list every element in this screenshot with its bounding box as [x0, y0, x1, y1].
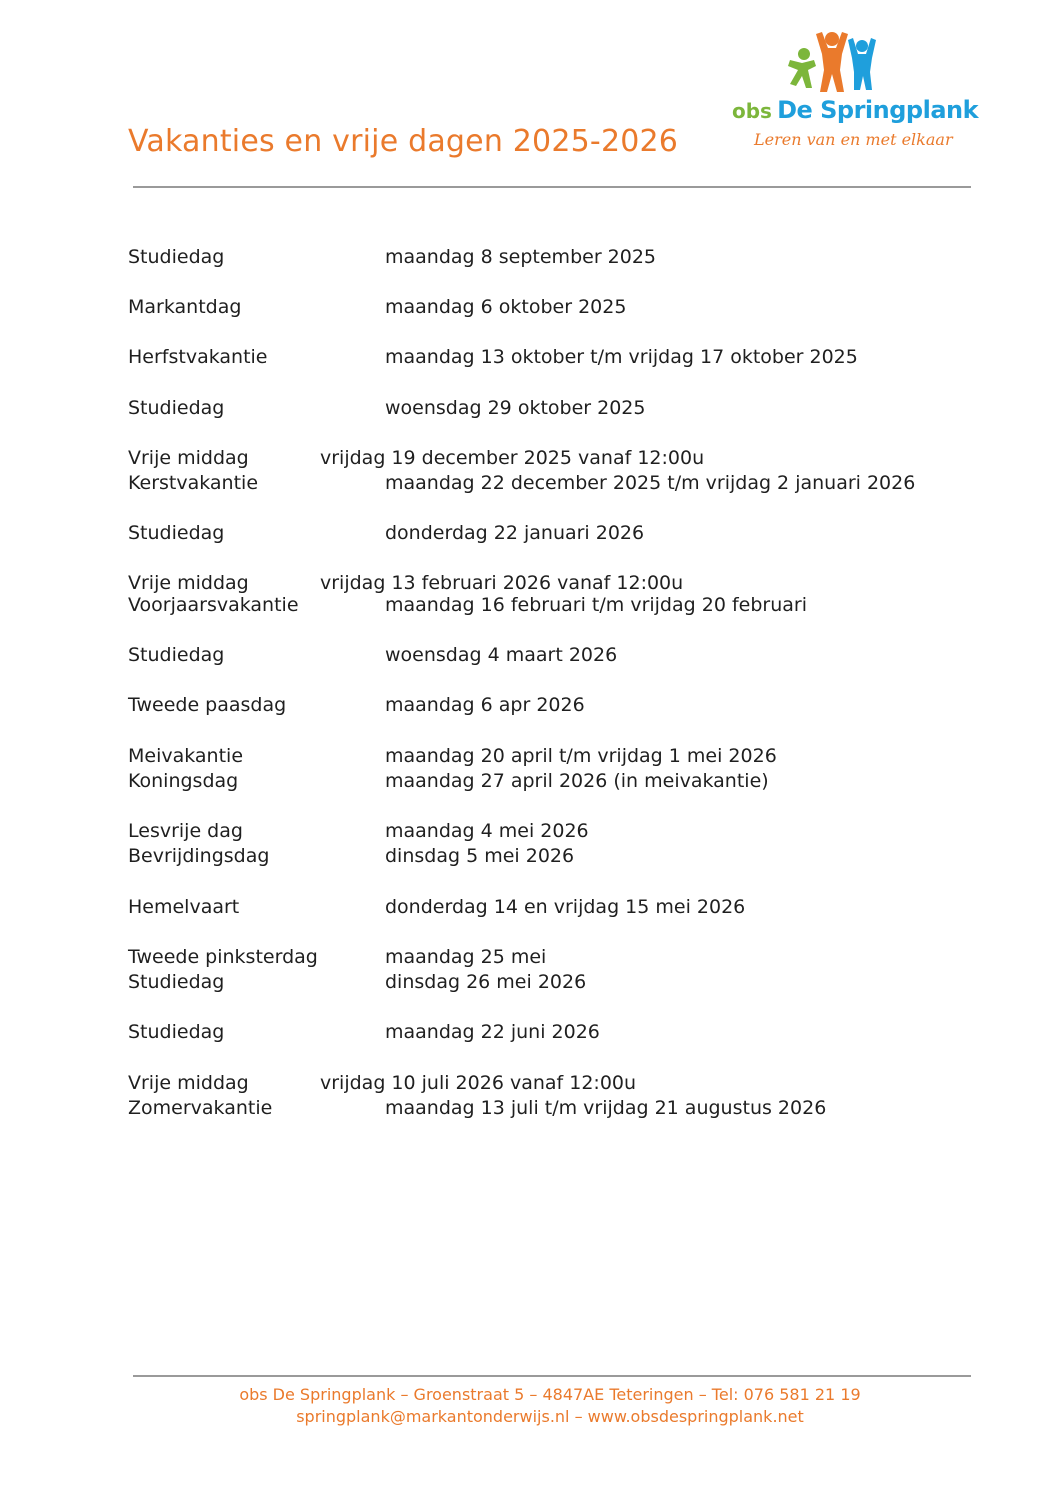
footer-divider [133, 1375, 971, 1377]
children-jumping-icon [782, 30, 882, 96]
row-label: Herfstvakantie [128, 346, 268, 368]
page-title: Vakanties en vrije dagen 2025-2026 [128, 124, 679, 159]
row-label: Studiedag [128, 522, 225, 544]
row-label: Zomervakantie [128, 1097, 273, 1119]
row-label: Lesvrije dag [128, 820, 243, 842]
logo-prefix: obs [732, 99, 772, 123]
row-label: Hemelvaart [128, 896, 240, 918]
row-date: dinsdag 26 mei 2026 [385, 971, 587, 993]
row-date: donderdag 22 januari 2026 [385, 522, 645, 544]
row-label: Vrije middag [128, 572, 249, 594]
row-date: maandag 27 april 2026 (in meivakantie) [385, 770, 769, 792]
row-date: vrijdag 19 december 2025 vanaf 12:00u [320, 447, 705, 469]
row-label: Kerstvakantie [128, 472, 259, 494]
row-date: vrijdag 13 februari 2026 vanaf 12:00u [320, 572, 684, 594]
row-label: Vrije middag [128, 447, 249, 469]
row-date: maandag 13 oktober t/m vrijdag 17 oktober 2025 [385, 346, 858, 368]
header-divider [133, 186, 971, 188]
row-date: maandag 6 oktober 2025 [385, 296, 627, 318]
footer-contact: springplank@markantonderwijs.nl – www.obsdespringplank.net [296, 1407, 804, 1426]
row-date: maandag 4 mei 2026 [385, 820, 589, 842]
row-label: Vrije middag [128, 1072, 249, 1094]
row-date: dinsdag 5 mei 2026 [385, 845, 575, 867]
row-label: Bevrijdingsdag [128, 845, 270, 867]
row-date: maandag 25 mei [385, 946, 547, 968]
row-date: maandag 20 april t/m vrijdag 1 mei 2026 [385, 745, 777, 767]
row-date: donderdag 14 en vrijdag 15 mei 2026 [385, 896, 746, 918]
row-label: Studiedag [128, 644, 225, 666]
row-label: Tweede pinksterdag [128, 946, 318, 968]
row-label: Studiedag [128, 246, 225, 268]
row-date: woensdag 4 maart 2026 [385, 644, 618, 666]
row-date: maandag 8 september 2025 [385, 246, 657, 268]
row-date: maandag 22 december 2025 t/m vrijdag 2 januari 2026 [385, 472, 916, 494]
footer-address: obs De Springplank – Groenstraat 5 – 4847AE Teteringen – Tel: 076 581 21 19 [239, 1385, 861, 1404]
row-date: maandag 16 februari t/m vrijdag 20 februari [385, 594, 807, 616]
row-date: maandag 13 juli t/m vrijdag 21 augustus 2026 [385, 1097, 827, 1119]
logo-name: De Springplank [777, 96, 979, 124]
row-date: maandag 6 apr 2026 [385, 694, 585, 716]
row-date: maandag 22 juni 2026 [385, 1021, 600, 1043]
row-label: Tweede paasdag [128, 694, 287, 716]
logo-text [732, 96, 977, 124]
row-date: woensdag 29 oktober 2025 [385, 397, 646, 419]
school-logo [732, 30, 977, 155]
logo-tagline: Leren van en met elkaar [754, 130, 953, 149]
row-label: Markantdag [128, 296, 242, 318]
row-label: Voorjaarsvakantie [128, 594, 299, 616]
row-label: Studiedag [128, 397, 225, 419]
row-label: Koningsdag [128, 770, 239, 792]
row-label: Studiedag [128, 971, 225, 993]
row-label: Meivakantie [128, 745, 244, 767]
row-label: Studiedag [128, 1021, 225, 1043]
row-date: vrijdag 10 juli 2026 vanaf 12:00u [320, 1072, 637, 1094]
